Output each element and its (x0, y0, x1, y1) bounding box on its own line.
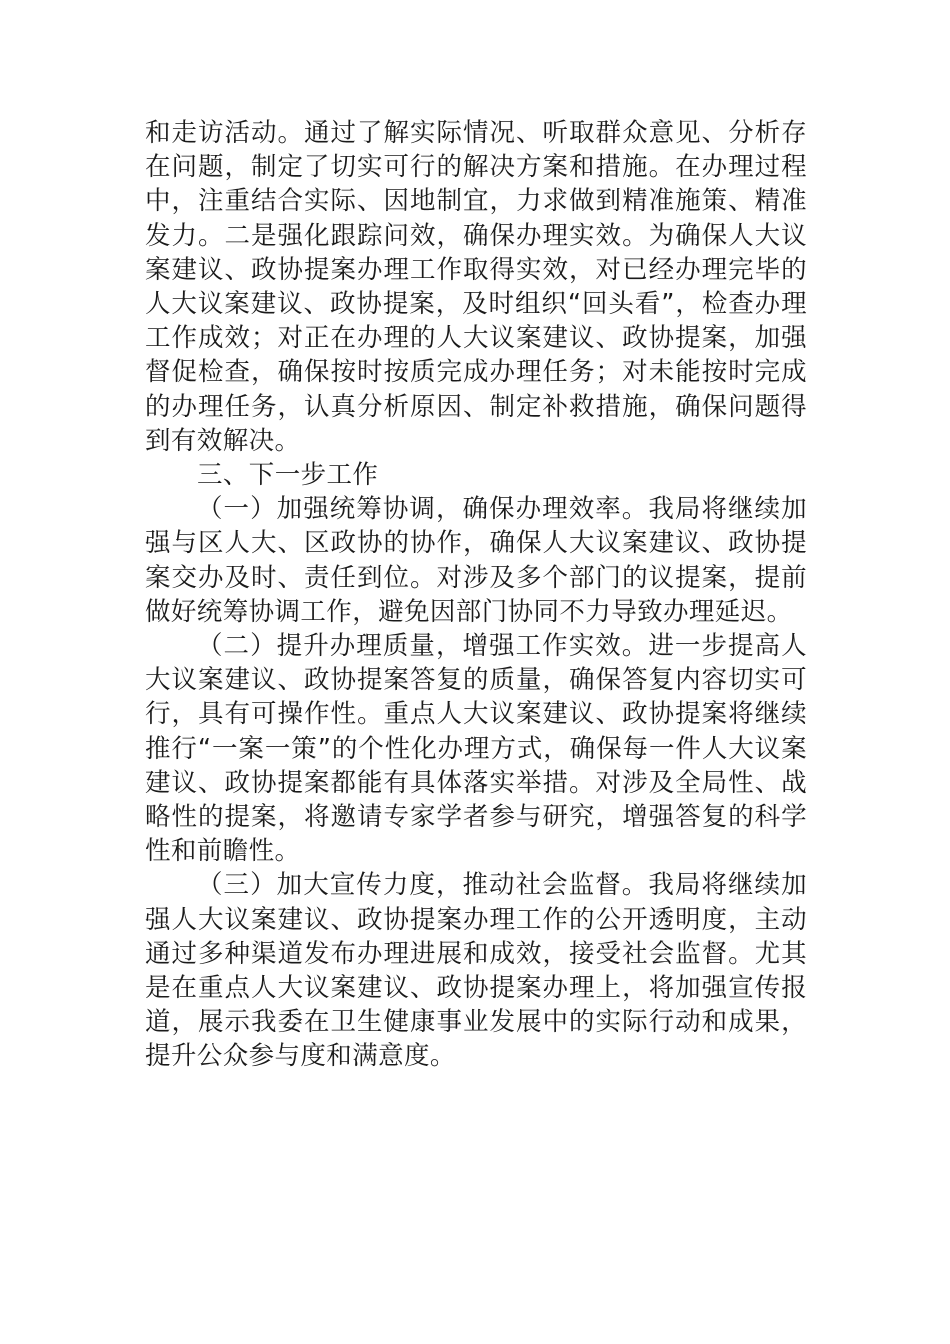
paragraph-item-3: （三）加大宣传力度，推动社会监督。我局将继续加强人大议案建议、政协提案办理工作的公开透明度，主动通过多种渠道发布办理进展和成效，接受社会监督。尤其是在重点人大议案建议、政协提案办理上，将加强宣传报道，展示我委在卫生健康事业发展中的实际行动和成果，提升公众参与度和满意度。 (145, 870, 807, 1072)
paragraph-continuation: 和走访活动。通过了解实际情况、听取群众意见、分析存在问题，制定了切实可行的解决方案和措施。在办理过程中，注重结合实际、因地制宜，力求做到精准施策、精准发力。二是强化跟踪问效，确保办理实效。为确保人大议案建议、政协提案办理工作取得实效，对已经办理完毕的人大议案建议、政协提案，及时组织“回头看”，检查办理工作成效；对正在办理的人大议案建议、政协提案，加强督促检查，确保按时按质完成办理任务；对未能按时完成的办理任务，认真分析原因、制定补救措施，确保问题得到有效解决。 (145, 118, 807, 456)
section-heading-next-steps: 三、下一步工作 (197, 460, 379, 491)
document-body (145, 116, 807, 1074)
paragraph-item-1: （一）加强统筹协调，确保办理效率。我局将继续加强与区人大、区政协的协作，确保人大议案建议、政协提案交办及时、责任到位。对涉及多个部门的议提案，提前做好统筹协调工作，避免因部门协同不力导致办理延迟。 (145, 494, 807, 627)
paragraph-item-2: （二）提升办理质量，增强工作实效。进一步提高人大议案建议、政协提案答复的质量，确保答复内容切实可行，具有可操作性。重点人大议案建议、政协提案将继续推行“一案一策”的个性化办理方式，确保每一件人大议案建议、政协提案都能有具体落实举措。对涉及全局性、战略性的提案，将邀请专家学者参与研究，增强答复的科学性和前瞻性。 (145, 631, 807, 867)
